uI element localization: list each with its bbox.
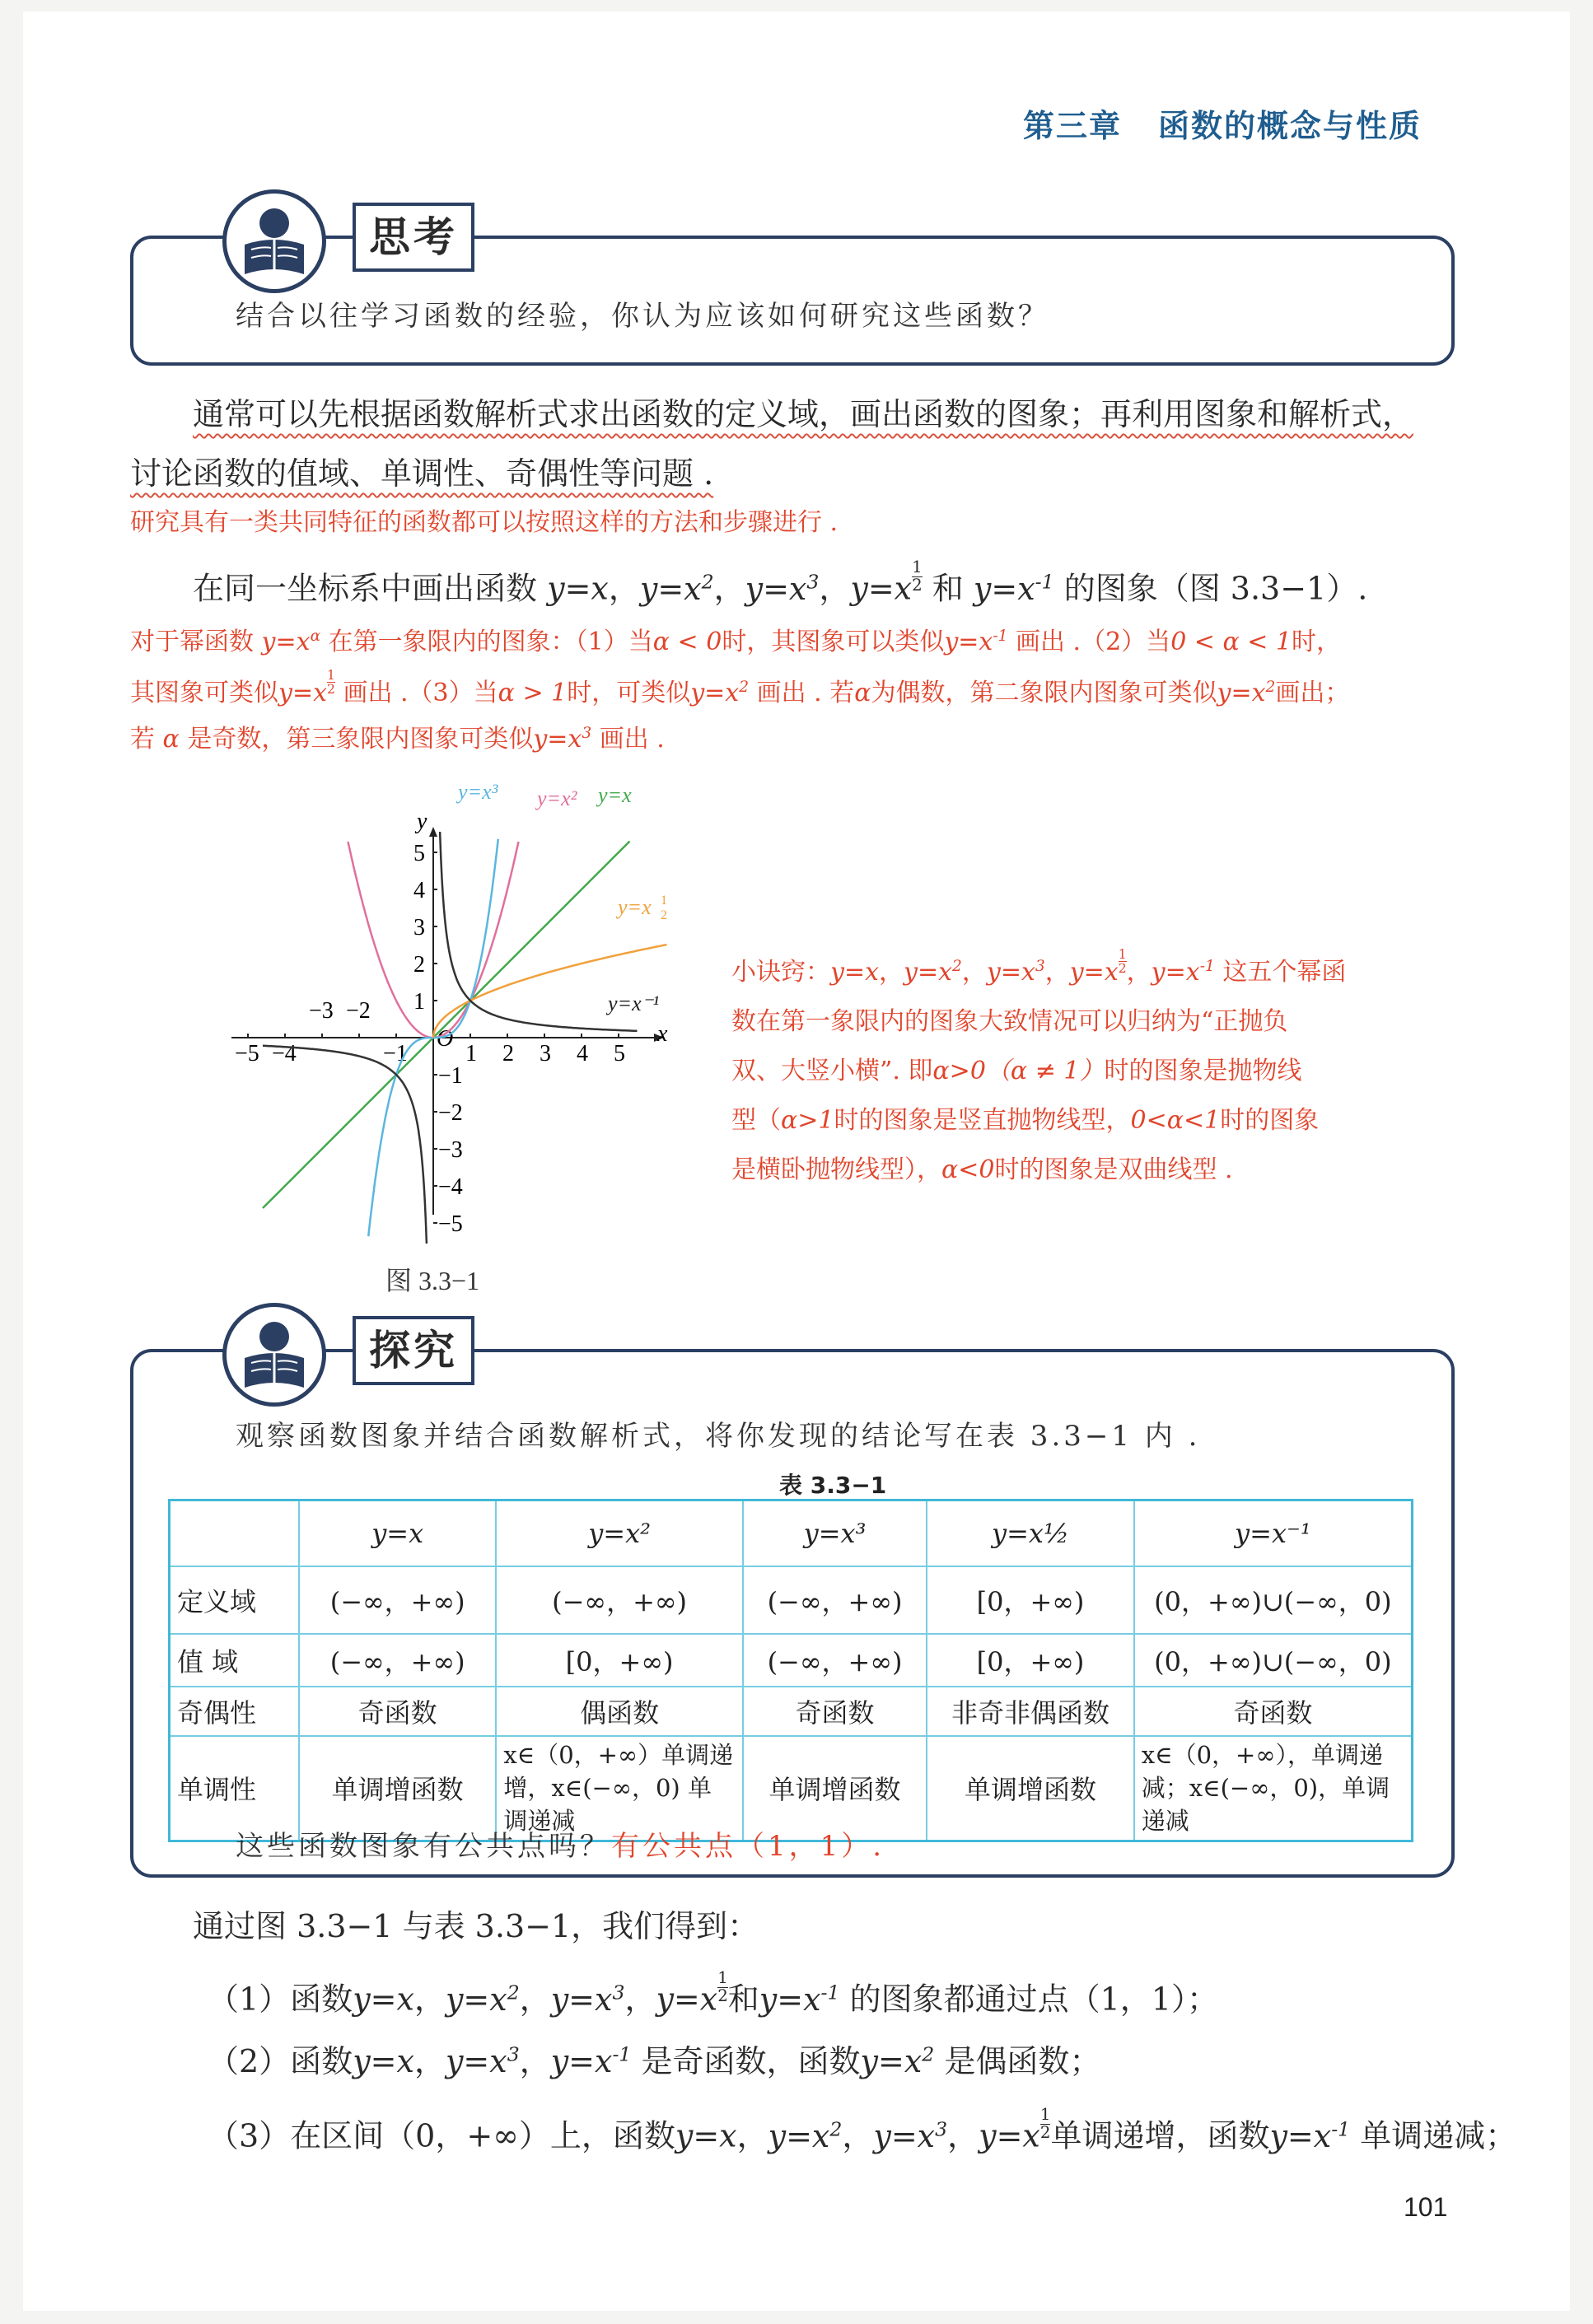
x-tick-label: 4 [577, 1041, 588, 1066]
conclusion-2: （2）函数y=x，$y=x^3$，$y=x^{-1}$ 是奇函数，函数$y=x^2$ 是偶函数； [208, 2042, 1101, 2079]
y-tick-label: −1 [438, 1063, 463, 1089]
table-cell: (0，+∞)∪(−∞，0) [1134, 1634, 1413, 1687]
answer-line-2: 讨论函数的值域、单调性、奇偶性等问题 . [130, 455, 714, 492]
x-tick-label: −5 [235, 1041, 259, 1066]
row-label: 值 域 [170, 1634, 299, 1687]
x-tick-label: 1 [465, 1041, 477, 1066]
col-header: y=x² [496, 1500, 742, 1566]
trick-note [731, 942, 1346, 1195]
table-cell: [0，+∞) [496, 1634, 742, 1687]
reader-icon [222, 1303, 326, 1407]
label-inverse: y=x⁻¹ [608, 992, 660, 1015]
row-label: 定义域 [170, 1566, 299, 1634]
explore-question: 这些函数图象有公共点吗？ [236, 1830, 611, 1863]
intro-line: 在同一坐标系中画出函数 y=x，$y=x^2$，$y=x^3$，y=x $\frac{1}{2}$ 和 $y=x^{-1}$ 的图象（图 3.3−1）. [193, 558, 1368, 607]
y-tick-label: 4 [413, 878, 425, 903]
trick-line-5: 是横卧抛物线型），α<0时的图象是双曲线型 . [731, 1155, 1233, 1184]
row-label: 单调性 [170, 1736, 299, 1841]
table-cell: (−∞，+∞) [299, 1634, 496, 1687]
label-cube: y=x³ [458, 780, 498, 804]
conclusion-3: （3）在区间（0，+∞）上，函数y=x，$y=x^2$，$y=x^3$，y=x $\frac{1}{2}$ 单调递增，函数$y=x^{-1}$ 单调递减； [208, 2105, 1517, 2154]
power-note-line-3: 若 α 是奇数，第三象限内图象可类似$y=x^3$ 画出 . [130, 725, 665, 754]
table-cell: 奇函数 [743, 1687, 927, 1736]
chapter-title: 函数的概念与性质 [1157, 108, 1422, 144]
trick-line-4: 型（α>1时的图象是竖直抛物线型，0<α<1时的图象 [731, 1106, 1320, 1135]
table-cell: (−∞，+∞) [743, 1634, 927, 1687]
y-tick-label: −4 [438, 1174, 463, 1200]
table-cell: 单调增函数 [927, 1736, 1134, 1841]
table-row [170, 1687, 1413, 1736]
answer-note: 研究具有一类共同特征的函数都可以按照这样的方法和步骤进行 . [130, 508, 839, 537]
y-tick-label: −5 [438, 1211, 463, 1237]
table-cell: (0，+∞)∪(−∞，0) [1134, 1566, 1413, 1634]
table-cell: [0，+∞) [927, 1566, 1134, 1634]
table-cell: 奇函数 [1134, 1687, 1413, 1736]
power-note-line-1: 对于幂函数 $y=x^\alpha$ 在第一象限内的图象：（1）当α < 0时，其图象可以类似$y=x^{-1}$ 画出 .（2）当0 < α < 1时， [130, 628, 1342, 656]
textbook-page [23, 12, 1570, 2311]
y-tick-label: 2 [413, 952, 425, 978]
table-cell: [0，+∞) [927, 1634, 1134, 1687]
power-note-line-2: 其图象可类似y=x $\frac{1}{2}$ 画出 .（3）当α > 1时，可类似$y=x^2$ 画出 . 若α为偶数，第二象限内图象可类似$y=x^2$画出； [130, 668, 1350, 707]
table-title: 表 3.3−1 [779, 1472, 887, 1499]
col-header: y=x³ [743, 1500, 927, 1566]
think-question: 结合以往学习函数的经验，你认为应该如何研究这些函数？ [236, 300, 1049, 333]
table-cell: (−∞，+∞) [299, 1566, 496, 1634]
y-tick-label: −2 [438, 1100, 463, 1126]
trick-line-2: 数在第一象限内的图象大致情况可以归纳为“正抛负 [731, 1007, 1288, 1036]
col-header: y=x⁻¹ [1134, 1500, 1413, 1566]
conclusions-lead: 通过图 3.3−1 与表 3.3−1，我们得到： [193, 1908, 759, 1944]
series-curve [263, 1046, 427, 1244]
intro-lead: 在同一坐标系中画出函数 [193, 570, 538, 607]
page-number: 101 [1404, 2192, 1448, 2222]
col-header: y=x [299, 1500, 496, 1566]
explore-question-line [236, 1823, 885, 1864]
properties-table [168, 1499, 1413, 1842]
explore-answer: 有公共点（1，1）. [611, 1830, 885, 1863]
table-cell: 单调增函数 [299, 1736, 496, 1841]
label-sqrt-numerator: 1 [661, 894, 667, 908]
think-badge: 思考 [353, 203, 474, 272]
x-tick-label: −2 [346, 998, 371, 1024]
table-header-row [170, 1500, 1413, 1566]
y-tick-label: −3 [438, 1137, 463, 1163]
chapter-header [1023, 100, 1422, 146]
table-row [170, 1566, 1413, 1634]
origin-label: O [437, 1026, 454, 1052]
explore-instruction: 观察函数图象并结合函数解析式，将你发现的结论写在表 3.3−1 内 . [236, 1420, 1201, 1453]
table-cell: 单调增函数 [743, 1736, 927, 1841]
y-axis-arrow [429, 827, 437, 837]
table-row [170, 1634, 1413, 1687]
table-cell: 偶函数 [496, 1687, 742, 1736]
trick-line-3: 双、大竖小横”. 即α>0（α ≠ 1）时的图象是抛物线 [731, 1057, 1302, 1085]
table-cell: x∈（0，+∞），单调递减；x∈(−∞，0)，单调递减 [1134, 1736, 1413, 1841]
label-square: y=x² [537, 786, 577, 810]
x-tick-label: −4 [272, 1041, 297, 1066]
table-cell: (−∞，+∞) [496, 1566, 742, 1634]
y-tick-label: 1 [413, 989, 425, 1015]
x-tick-label: 5 [614, 1041, 625, 1066]
x-tick-label: −3 [309, 998, 334, 1024]
power-function-graph [211, 777, 738, 1255]
table-cell: 非奇非偶函数 [927, 1687, 1134, 1736]
answer-line-1: 通常可以先根据函数解析式求出函数的定义域，画出函数的图象；再利用图象和解析式， [193, 396, 1414, 432]
col-header: y=x½ [927, 1500, 1134, 1566]
y-tick-label: 5 [413, 841, 425, 866]
label-sqrt: y=x [618, 895, 652, 919]
conclusion-1: （1）函数y=x，$y=x^2$，$y=x^3$，y=x $\frac{1}{2}$ 和$y=x^{-1}$ 的图象都通过点（1，1）； [208, 1968, 1218, 2018]
figure-caption: 图 3.3−1 [385, 1266, 480, 1295]
row-label: 奇偶性 [170, 1687, 299, 1736]
trick-line-1: 小诀窍：y=x，$y=x^2$，$y=x^3$，y=x $\frac{1}{2}$ ，$y=x^{-1}$ 这五个幂函 [731, 947, 1347, 987]
x-axis-label: x [657, 1021, 668, 1047]
chapter-number: 第三章 [1022, 108, 1122, 144]
x-tick-label: −1 [383, 1041, 408, 1066]
explore-badge: 探究 [353, 1316, 474, 1385]
label-linear: y=x [598, 783, 632, 807]
intro-tail: 的图象（图 3.3−1）. [1063, 570, 1368, 607]
y-tick-label: 3 [413, 915, 425, 940]
y-axis-label: y [417, 809, 427, 834]
reader-icon [222, 189, 326, 293]
label-sqrt-denominator: 2 [661, 908, 667, 922]
table-cell: x∈（0，+∞）单调递增，x∈(−∞，0) 单调递减 [496, 1736, 742, 1841]
x-tick-label: 2 [502, 1041, 514, 1066]
table-cell: (−∞，+∞) [743, 1566, 927, 1634]
x-tick-label: 3 [540, 1041, 551, 1066]
intro-and: 和 [932, 570, 964, 607]
table-cell: 奇函数 [299, 1687, 496, 1736]
